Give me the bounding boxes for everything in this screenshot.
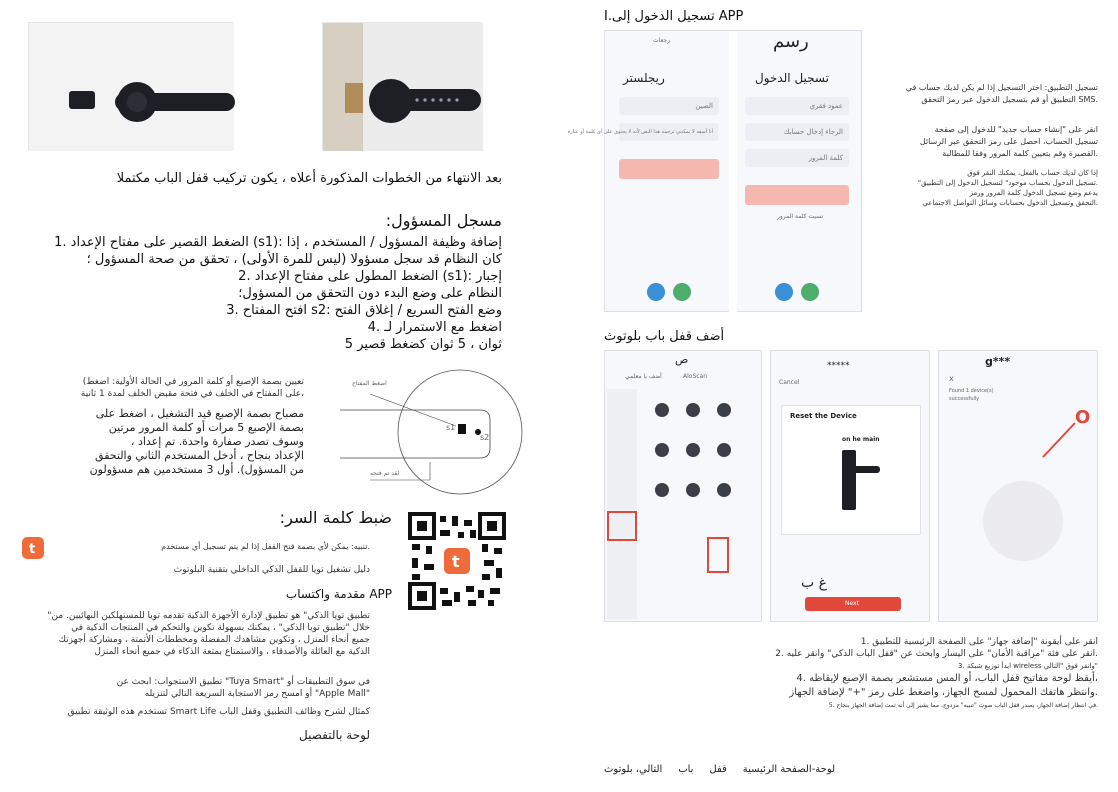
qr-code-icon[interactable] [408,512,506,610]
login-button[interactable] [745,185,849,205]
fingerprint-steps [22,407,304,477]
country-left-value: الصين [695,102,713,110]
lock-photo-left [28,22,233,150]
fingerprint-note [22,376,304,400]
s2-label: s2 [480,433,490,442]
fingerprint-step-line: الإعداد بنجاح ، أدخل المستخدم الثاني والتحقق [95,449,304,462]
login-heading: APP تسجيل الدخول إلى.I [604,9,744,24]
footer-word: لوحة-الصفحة الرئيسية [742,764,836,775]
footer-word: باب [678,764,694,775]
reset-card [781,405,921,535]
password-field[interactable] [745,149,849,167]
admin-lines [22,234,502,353]
create-account-line: .القصيرة وقم بتعيين كلمة المرور وفقا للمطالبة [942,149,1098,158]
footer-word: التالي، بلوتوث [604,764,663,775]
add-step-line: انقر على أيقونة "إضافة جهاز" على الصفحة الرئيسية للتطبيق .1 [860,637,1098,647]
device-icon[interactable] [717,443,731,457]
country-select-left[interactable] [619,97,719,115]
register-title: ريجلستر [623,71,665,85]
smartlife-line: كمثال لشرح وظائف التطبيق وقفل الباب Smart Life تستخدم هذه الوثيقة تطبيق [67,707,370,717]
add-step-line: ،أيقظ لوحة مفاتيح قفل الباب، أو المس مستشعر بصمة الإصبع لإيقاظه .4 [796,673,1098,684]
password-placeholder: كلمة المرور [808,154,843,162]
admin-line: النظام على وضع البدء دون التحقق من المسؤول؛ [238,286,502,301]
lock-device-image [842,450,856,510]
svg-text:t: t [452,552,460,571]
social-login-icon[interactable] [647,283,665,301]
phone2-cancel[interactable]: Cancel [779,379,800,386]
existing-account-line: إذا كان لديك حساب بالفعل، يمكنك النقر فوق [967,169,1098,177]
detail-heading: لوحة بالتفصيل [299,728,370,742]
existing-account-line: يدعم وضع تسجيل الدخول كلمة المرور ورمز [969,189,1098,197]
country-select-right[interactable] [745,97,849,115]
add-step-line: .في انتظار إضافة الجهاز، يصدر قفل الباب صوت "تنبيه" مزدوج، مما يشير إلى أنه تمت إضافة الجهاز بنجاح .5 [828,702,1098,709]
create-account-notes [866,124,1098,160]
download-line: "Apple Mall" أو امسح رمز الاستجابة السريعة التالي لتنزيله [144,689,370,699]
create-account-line: انقر على "إنشاء حساب جديد" للدخول إلى صفحة [934,125,1098,134]
add-step-line: .انقر على فئة "مراقبة الأمان" على اليسار وابحث عن "قفل الباب الذكي" وانقر عليه .2 [775,649,1098,659]
register-hint: أنا أسفه لا يمكنني ترجمة هذا النص لأنه لا يحتوي على أي كلمة أو عبارة [567,129,713,135]
category-sidebar [607,389,637,619]
device-icon[interactable] [655,443,669,457]
existing-account-notes [866,168,1098,208]
bluetooth-guide: دليل تشغيل تويا للقفل الذكي الداخلي بتقنية البلوتوث [173,565,370,575]
add-step-line: "وانقر فوق "التالي wireless ابدأ توزيع شبكة .3 [957,662,1098,670]
download-line: في سوق التطبيقات أو "Tuya Smart" تطبيق الاستجواب: ابحث عن [116,677,370,687]
next-button-label: Next [845,600,859,607]
add-device-screenshots [604,350,1098,622]
lock-photo-right [322,22,482,150]
install-complete-text: بعد الانتهاء من الخطوات المذكورة أعلاه ، يكون تركيب قفل الباب مكتملا [116,171,502,186]
country-right-value: عمود فقري [809,102,843,110]
fingerprint-step-line: من المسؤول). أول 3 مستخدمين هم مسؤولون [89,463,304,476]
admin-line: إضافة وظيفة المسؤول / المستخدم ، إذا :(s1) الضغط القصير على مفتاح الإعداد .1 [54,235,502,250]
reset-title: Reset the Device [790,412,857,420]
phone2-glyph: غ ب [801,575,827,591]
login-note-line: .SMS التطبيق أو قم بتسجيل الدخول عبر رمز التحقق [921,95,1098,104]
found-device-text: Found 1 device(s) successfully [949,388,994,402]
device-icon[interactable] [686,443,700,457]
create-account-line: تسجيل الحساب، احصل على رمز التحقق عبر الرسائل [919,137,1098,146]
admin-line: كان النظام قد سجل مسؤولا (ليس للمرة الأولى) ، تحقق من صحة المسؤول ؛ [86,252,502,267]
app-paragraph-line: خلال "تطبيق تويا الذكي" ، يمكنك بسهولة تكوين والتحكم في المنتجات الذكية في [71,623,370,633]
fingerprint-lock-diagram [330,370,520,500]
reset-sub: on he main [842,436,880,443]
admin-line: ثوان ، 5 ثوان كضغط قصير 5 [344,337,502,352]
register-button[interactable] [619,159,719,179]
app-paragraph-line: الذكية مع العائلة والأصدقاء ، والاستمتاع بمتعة الذكاء في جميع أنحاء المنزل [94,647,370,657]
phone-divider [729,31,737,313]
phone-add-device [604,350,762,622]
device-icon[interactable] [717,403,731,417]
add-lock-heading: أضف قفل باب بلوتوث [604,329,725,344]
password-note: .تنبيه: يمكن لأي بصمة فتح القفل إذا لم يتم تسجيل أي مستخدم [161,542,370,551]
login-big-title: رسم [773,31,809,52]
footer-words [604,764,904,775]
fingerprint-step-line: مصباح بصمة الإصبع قيد التشغيل ، اضغط على [95,407,304,420]
password-title: ضبط كلمة السر: [279,508,392,527]
add-plus-marker[interactable]: O [1075,407,1091,428]
admin-line: إجبار :(s1) الضغط المطول على مفتاح الإعداد .2 [238,269,502,284]
social-login-icon[interactable] [775,283,793,301]
security-category-highlight[interactable] [607,511,637,541]
login-notes [866,82,1098,106]
phone1-scan[interactable]: AloScan [683,373,708,380]
account-placeholder: الرجاء إدخال حسابك [783,128,843,136]
login-screenshot [567,30,862,312]
social-login-icon[interactable] [801,283,819,301]
s1-label: s1 [446,423,456,432]
existing-account-line: .تسجيل الدخول بحساب موجود" لتسجيل الدخول إلى التطبيق" [917,179,1098,187]
admin-title: مسجل المسؤول: [385,211,502,230]
next-button[interactable] [805,597,901,611]
account-field[interactable] [745,123,849,141]
app-paragraph-line: جميع أنحاء المنزل ، وتكوين مشاهدك المفضلة ومخططات الأتمتة ، ومشاركة أجهزتك [58,635,370,645]
forgot-password-link[interactable]: نسيت كلمة المرور [777,213,824,220]
app-paragraph-line: تطبيق تويا الذكي" هو تطبيق لإدارة الأجهزة الذكية تقدمه تويا للمستهلكين النهائيين. من" [47,611,370,621]
lock-handle-image [852,466,880,473]
phone1-tab[interactable]: أضف يا معلمي [625,373,662,380]
smart-lock-highlight[interactable] [707,537,729,573]
phone-found-device [938,350,1098,622]
phone-reset-device [770,350,930,622]
device-grid [649,399,757,505]
app-paragraph [22,610,370,658]
fingerprint-step-line: بصمة الإصبع 5 مرات أو كلمة المرور مرتين [108,421,304,434]
device-icon[interactable] [655,483,669,497]
add-step-line: .وانتظر هاتفك المحمول لمسح الجهاز، واضغط على رمز "+" لإضافة الجهاز [789,687,1098,698]
svg-text:t: t [29,542,36,557]
add-steps [604,636,1098,712]
fingerprint-step-line: وسوف تصدر صفارة واحدة. تم إعداد ، [130,435,304,448]
press-key-label: اضغط المفتاح [352,380,387,387]
tuya-logo-icon [22,537,44,559]
device-icon[interactable] [717,483,731,497]
hole-label: لقد تم فتحه [370,470,400,477]
register-hint-field[interactable] [567,123,719,141]
download-lines [22,676,370,700]
phone1-glyph: ص [675,353,689,366]
admin-line: اضغط مع الاستمرار لـ .4 [367,320,502,335]
scan-radar [983,481,1063,561]
phone2-stars: ***** [827,361,850,371]
close-icon[interactable]: x [949,374,954,383]
pointer-arrow [1039,421,1079,461]
admin-line: وضع الفتح السريع / إغلاق الفتح :s2 افتح المفتاح .3 [226,303,502,318]
app-title: APP مقدمة واكتساب [285,587,392,601]
login-title: تسجيل الدخول [755,71,829,85]
device-icon[interactable] [686,483,700,497]
device-icon[interactable] [686,403,700,417]
fingerprint-note-line: تعيين بصمة الإصبع أو كلمة المرور في الحالة الأولية: اضغط) [82,377,304,387]
device-icon[interactable] [655,403,669,417]
social-login-icon[interactable] [673,283,691,301]
login-note-line: تسجيل التطبيق: اختر التسجيل إذا لم يكن لديك حساب في [905,83,1098,92]
fingerprint-note-line: ،على المفتاح في الخلف في فتحة مقبض الخلف لمدة 1 ثانية [80,389,304,399]
register-top-label: رجعات [653,37,670,44]
existing-account-line: .التحقق وتسجيل الدخول بحسابات وسائل التواصل الاجتماعي [922,199,1098,207]
phone3-glyph: g*** [985,355,1011,368]
footer-word: قفل [709,764,727,775]
